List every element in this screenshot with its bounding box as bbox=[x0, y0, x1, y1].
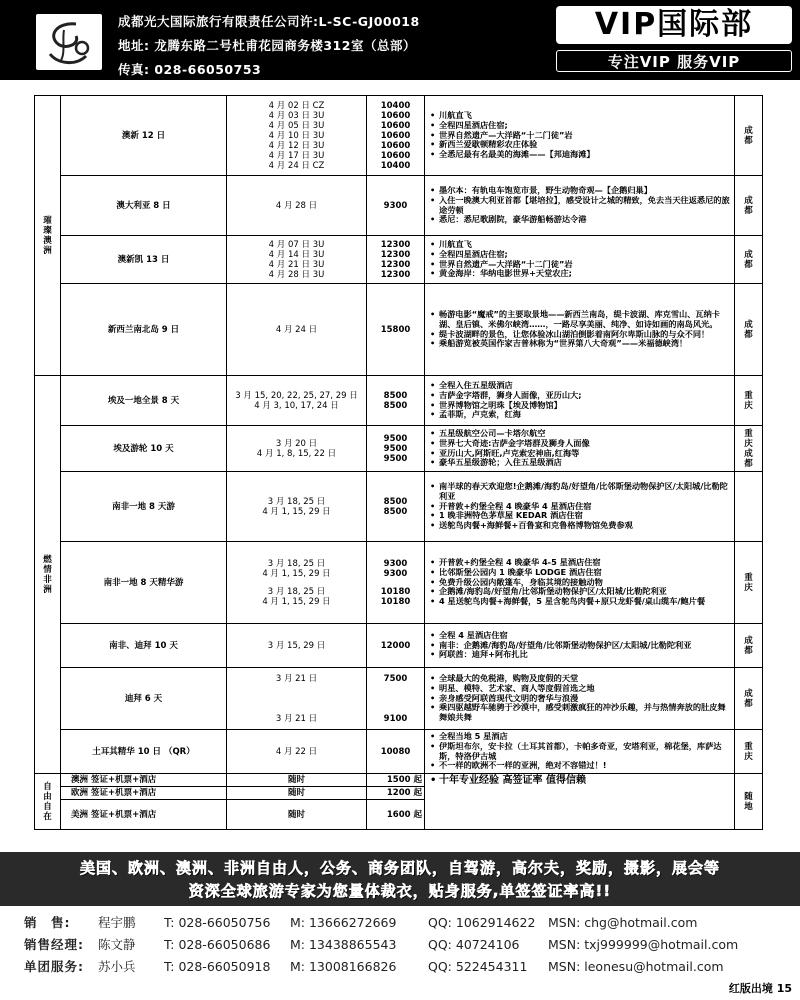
vip-slogan: 专注VIP 服务VIP bbox=[556, 50, 792, 72]
tour-dates: 3 月 18, 25 日 4 月 1, 15, 29 日 bbox=[227, 472, 367, 542]
vip-department-title: VIP国际部 bbox=[556, 6, 792, 44]
list-item: • 缇卡波湖畔的景色，让您体验冰山湖泊倒影着南阿尔卑斯山脉的与众不同！ bbox=[429, 330, 731, 340]
tour-dates: 3 月 15, 20, 22, 25, 27, 29 日 4 月 3, 10, 17, 24 日 bbox=[227, 376, 367, 426]
list-item: • 伊斯坦布尔，安卡拉（土耳其首都），卡帕多奇亚，安塔利亚，棉花堡，库萨达斯，特洛伊古城 bbox=[429, 742, 731, 762]
tour-prices: 9300 9300 10180 10180 bbox=[367, 542, 425, 624]
list-item: • 不一样的欧洲不一样的亚洲，绝对不容错过！! bbox=[429, 761, 731, 771]
departure-city: 成都 bbox=[735, 668, 763, 730]
list-item: • 乘四驱越野车驰骋于沙漠中，感受刺激疯狂的冲沙乐趣，并与热情奔放的肚皮舞舞娘共舞 bbox=[429, 703, 731, 723]
contact-phone[interactable]: T: 028-66050756 bbox=[164, 915, 271, 930]
table-row bbox=[35, 426, 763, 472]
tour-prices: 15800 bbox=[367, 284, 425, 376]
departure-city: 成都 bbox=[735, 284, 763, 376]
contact-mobile[interactable]: M: 13438865543 bbox=[290, 937, 397, 952]
list-item: • 开普敦+约堡全程 4 晚豪华 4-5 星酒店住宿 bbox=[429, 558, 731, 568]
table-row bbox=[35, 730, 763, 774]
banner-slogan: 资深全球旅游专家为您量体裁衣，贴身服务,单签签证率高!! bbox=[188, 882, 612, 900]
list-item: • 全程入住五星级酒店 bbox=[429, 381, 731, 391]
free-package-label[interactable]: 美洲 签证+机票+酒店 bbox=[61, 800, 227, 830]
list-item: • 川航直飞 bbox=[429, 111, 731, 121]
free-travel-highlights bbox=[425, 774, 735, 830]
table-row bbox=[35, 376, 763, 426]
contact-row bbox=[24, 956, 784, 978]
contact-msn[interactable]: MSN: txj999999@hotmail.com bbox=[548, 937, 739, 952]
region-free-travel: 自由自在 bbox=[35, 774, 61, 830]
tour-highlights bbox=[425, 730, 735, 774]
list-item: • 乘船游览被英国作家吉普林称为“世界第八大奇观”——米福德峡湾！ bbox=[429, 339, 731, 349]
list-item: • 阿联酋：迪拜+阿布扎比 bbox=[429, 650, 731, 660]
table-row bbox=[35, 668, 763, 730]
contact-msn[interactable]: MSN: chg@hotmail.com bbox=[548, 915, 698, 930]
banner-services: 美国、欧洲、澳洲、非洲自由人，公务、商务团队，自驾游，高尔夫，奖励，摄影，展会等 bbox=[79, 859, 720, 877]
tour-highlights bbox=[425, 236, 735, 284]
departure-city: 重庆 成都 bbox=[735, 426, 763, 472]
tour-name[interactable]: 南非、迪拜 10 天 bbox=[61, 624, 227, 668]
list-item: • 企鹅滩/海豹岛/好望角/比邻斯堡动物保护区/太阳城/比勒陀利亚 bbox=[429, 587, 731, 597]
list-item: • 入住一晚澳大利亚首都【堪培拉】，感受设计之城的精致，免去当天往返悉尼的旅途劳顿 bbox=[429, 196, 731, 216]
list-item: • 开普敦+约堡全程 4 晚豪华 4 星酒店住宿 bbox=[429, 502, 731, 512]
tour-highlights bbox=[425, 472, 735, 542]
free-package-time: 随时 bbox=[227, 800, 367, 830]
tour-highlights bbox=[425, 284, 735, 376]
table-row bbox=[35, 284, 763, 376]
itinerary-table bbox=[34, 95, 763, 830]
page-footer-label: 红版出境 15 bbox=[728, 982, 792, 995]
tour-name[interactable]: 澳大利亚 8 日 bbox=[61, 176, 227, 236]
departure-city: 重庆 bbox=[735, 730, 763, 774]
contact-role: 单团服务: bbox=[24, 959, 84, 974]
departure-city: 重庆 bbox=[735, 376, 763, 426]
free-package-label[interactable]: 欧洲 签证+机票+酒店 bbox=[61, 787, 227, 800]
tour-name[interactable]: 埃及游轮 10 天 bbox=[61, 426, 227, 472]
list-item: • 亲身感受阿联酋现代文明的奢华与浪漫 bbox=[429, 694, 731, 704]
list-item: • 4 星送鸵鸟肉餐+海鲜餐，5 星含鸵鸟肉餐+原只龙虾餐/桌山缆车/鲍片餐 bbox=[429, 597, 731, 607]
departure-city: 成都 bbox=[735, 176, 763, 236]
departure-city: 成都 bbox=[735, 236, 763, 284]
free-package-time: 随时 bbox=[227, 787, 367, 800]
table-row bbox=[35, 472, 763, 542]
tour-dates: 3 月 18, 25 日 4 月 1, 15, 29 日 3 月 18, 25 日 4 月 1, 15, 29 日 bbox=[227, 542, 367, 624]
tour-dates: 3 月 15, 29 日 bbox=[227, 624, 367, 668]
free-package-price: 1500 起 bbox=[367, 774, 425, 787]
tour-name[interactable]: 土耳其精华 10 日 （QR） bbox=[61, 730, 227, 774]
tour-dates: 4 月 28 日 bbox=[227, 176, 367, 236]
list-item: • 比邻斯堡公园内 1 晚豪华 LODGE 酒店住宿 bbox=[429, 568, 731, 578]
tour-prices: 9300 bbox=[367, 176, 425, 236]
contact-role: 销 售: bbox=[24, 915, 71, 930]
list-item: • 畅游电影“魔戒”的主要取景地——新西兰南岛，缇卡波湖、库克雪山、瓦纳卡湖、皇后镇、米佛尔峡湾……，一路尽享美丽、纯净、如诗如画的南岛风光。 bbox=[429, 310, 731, 330]
departure-city: 重庆 bbox=[735, 542, 763, 624]
contact-phone[interactable]: T: 028-66050918 bbox=[164, 959, 271, 974]
departure-city: 随地 bbox=[735, 774, 763, 830]
tour-prices: 8500 8500 bbox=[367, 376, 425, 426]
list-item: • 世界自然遗产—大洋路“十二门徒”岩 bbox=[429, 260, 731, 270]
tour-prices: 8500 8500 bbox=[367, 472, 425, 542]
table-row bbox=[35, 236, 763, 284]
list-item: • 孟菲斯，卢克索，红海 bbox=[429, 410, 731, 420]
list-item: • 十年专业经验 高签证率 值得信赖 bbox=[429, 775, 731, 787]
company-logo bbox=[36, 14, 102, 70]
contact-qq[interactable]: QQ: 1062914622 bbox=[428, 915, 536, 930]
tour-prices: 10080 bbox=[367, 730, 425, 774]
tour-highlights bbox=[425, 96, 735, 176]
list-item: • 全程四星酒店住宿; bbox=[429, 121, 731, 131]
contact-qq[interactable]: QQ: 522454311 bbox=[428, 959, 528, 974]
list-item: • 黄金海岸：华纳电影世界+天堂农庄; bbox=[429, 269, 731, 279]
list-item: • 南非：企鹅滩/海豹岛/好望角/比邻斯堡动物保护区/太阳城/比勒陀利亚 bbox=[429, 641, 731, 651]
tour-prices: 10400 10600 10600 10600 10600 10600 10400 bbox=[367, 96, 425, 176]
departure-city bbox=[735, 472, 763, 542]
list-item: • 川航直飞 bbox=[429, 240, 731, 250]
tour-highlights bbox=[425, 426, 735, 472]
list-item: • 送鸵鸟肉餐+海鲜餐+百鲁宴和克鲁格博物馆免费参观 bbox=[429, 521, 731, 531]
list-item: • 亚历山大,阿斯旺,卢克索宏神庙,红海等 bbox=[429, 449, 731, 459]
table-row bbox=[35, 542, 763, 624]
free-package-price: 1600 起 bbox=[367, 800, 425, 830]
free-package-label[interactable]: 澳洲 签证+机票+酒店 bbox=[61, 774, 227, 787]
contact-qq[interactable]: QQ: 40724106 bbox=[428, 937, 520, 952]
company-fax: 传真: 028-66050753 bbox=[118, 62, 262, 77]
tour-prices: 12300 12300 12300 12300 bbox=[367, 236, 425, 284]
tour-prices: 9500 9500 9500 bbox=[367, 426, 425, 472]
free-package-price: 1200 起 bbox=[367, 787, 425, 800]
tour-prices: 7500 9100 bbox=[367, 668, 425, 730]
tour-name[interactable]: 澳新 12 日 bbox=[61, 96, 227, 176]
tour-dates: 3 月 21 日 3 月 21 日 bbox=[227, 668, 367, 730]
list-item: • 全程当地 5 星酒店 bbox=[429, 732, 731, 742]
tour-name[interactable]: 南非一地 8 天精华游 bbox=[61, 542, 227, 624]
list-item: • 墨尔本：有轨电车饱览市景，野生动物奇观—【企鹅归巢】 bbox=[429, 186, 731, 196]
contact-name: 程宇鹏 bbox=[98, 915, 136, 930]
contact-role: 销售经理: bbox=[24, 937, 84, 952]
list-item: • 明星、模特、艺术家、商人等度假首选之地 bbox=[429, 684, 731, 694]
list-item: • 世界自然遗产—大洋路“十二门徒”岩 bbox=[429, 131, 731, 141]
company-logo-swirl-icon bbox=[36, 14, 102, 70]
departure-city: 成都 bbox=[735, 96, 763, 176]
departure-city: 成都 bbox=[735, 624, 763, 668]
tour-dates: 4 月 07 日 3U 4 月 14 日 3U 4 月 21 日 3U 4 月 28 日 3U bbox=[227, 236, 367, 284]
tour-highlights bbox=[425, 176, 735, 236]
list-item: • 世界博物馆之明珠【埃及博物馆】 bbox=[429, 401, 731, 411]
list-item: • 世界七大奇迹:吉萨金字塔群及狮身人面像 bbox=[429, 439, 731, 449]
list-item: • 全球最大的免税港，购物及度假的天堂 bbox=[429, 674, 731, 684]
tour-dates: 4 月 24 日 bbox=[227, 284, 367, 376]
contact-name: 苏小兵 bbox=[98, 959, 136, 974]
list-item: • 吉萨金字塔群，狮身人面像，亚历山大; bbox=[429, 391, 731, 401]
contact-row bbox=[24, 912, 784, 934]
free-package-time: 随时 bbox=[227, 774, 367, 787]
page-header bbox=[0, 0, 800, 80]
tour-dates: 4 月 22 日 bbox=[227, 730, 367, 774]
list-item: • 全程四星酒店住宿; bbox=[429, 250, 731, 260]
table-row bbox=[35, 96, 763, 176]
list-item: • 南半球的春天欢迎您!企鹅滩/海豹岛/好望角/比邻斯堡动物保护区/太阳城/比勒陀利亚 bbox=[429, 482, 731, 502]
tour-name[interactable]: 迪拜 6 天 bbox=[61, 668, 227, 730]
contact-name: 陈文静 bbox=[98, 937, 136, 952]
tour-name[interactable]: 新西兰南北岛 9 日 bbox=[61, 284, 227, 376]
contact-phone[interactable]: T: 028-66050686 bbox=[164, 937, 271, 952]
company-license: 成都光大国际旅行有限责任公司许:L-SC-GJ00018 bbox=[118, 14, 420, 29]
table-row bbox=[35, 624, 763, 668]
tour-dates: 4 月 02 日 CZ 4 月 03 日 3U 4 月 05 日 3U 4 月 10 日 3U 4 月 12 日 3U 4 月 17 日 3U 4 月 24 日 CZ bbox=[227, 96, 367, 176]
tour-highlights bbox=[425, 668, 735, 730]
contact-msn[interactable]: MSN: leonesu@hotmail.com bbox=[548, 959, 724, 974]
tour-name[interactable]: 南非一地 8 天游 bbox=[61, 472, 227, 542]
list-item: • 豪华五星级游轮；入住五星级酒店 bbox=[429, 458, 731, 468]
table-row bbox=[35, 176, 763, 236]
contact-list bbox=[24, 912, 784, 978]
company-address: 地址: 龙腾东路二号杜甫花园商务楼312室（总部） bbox=[118, 38, 416, 53]
list-item: • 新西兰爱歇顿精彩农庄体验 bbox=[429, 140, 731, 150]
list-item: • 全悉尼最有名最美的海滩——【邦迪海滩】 bbox=[429, 150, 731, 160]
contact-row bbox=[24, 934, 784, 956]
contact-mobile[interactable]: M: 13666272669 bbox=[290, 915, 397, 930]
tour-name[interactable]: 澳新凯 13 日 bbox=[61, 236, 227, 284]
tour-highlights bbox=[425, 542, 735, 624]
list-item: • 全程 4 星酒店住宿 bbox=[429, 631, 731, 641]
list-item: • 免费升级公园内敞篷车，身临其境的接触动物 bbox=[429, 578, 731, 588]
tour-dates: 3 月 20 日 4 月 1, 8, 15, 22 日 bbox=[227, 426, 367, 472]
tour-highlights bbox=[425, 624, 735, 668]
region-africa: 燃情非洲 bbox=[35, 376, 61, 774]
list-item: • 五星级航空公司—卡塔尔航空 bbox=[429, 429, 731, 439]
list-item: • 1 晚非洲特色茅草屋 KEDAR 酒店住宿 bbox=[429, 511, 731, 521]
table-row bbox=[35, 774, 763, 787]
contact-mobile[interactable]: M: 13008166826 bbox=[290, 959, 397, 974]
tour-name[interactable]: 埃及一地全景 8 天 bbox=[61, 376, 227, 426]
tour-prices: 12000 bbox=[367, 624, 425, 668]
tour-highlights bbox=[425, 376, 735, 426]
region-oceania: 璀璨澳洲 bbox=[35, 96, 61, 376]
list-item: • 悉尼：悉尼歌剧院，豪华游船畅游达令港 bbox=[429, 215, 731, 225]
promo-banner bbox=[0, 852, 800, 906]
